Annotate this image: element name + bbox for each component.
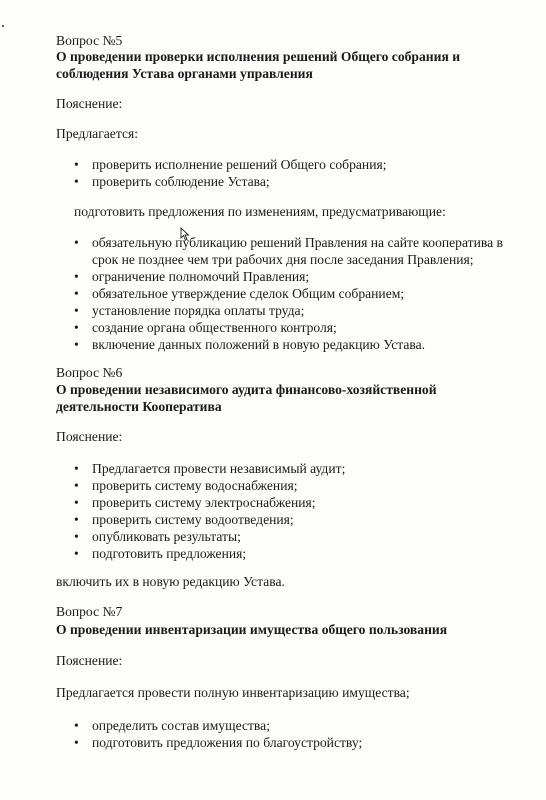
list-item: • установление порядка оплаты труда; — [74, 303, 305, 318]
list-item: • обязательное утверждение сделок Общим собранием; — [74, 286, 405, 301]
bullet-icon: • — [74, 478, 79, 493]
bullet-icon: • — [74, 235, 79, 250]
bullet-icon: • — [74, 174, 79, 189]
q6-title-line2: деятельности Кооператива — [56, 399, 222, 414]
list-item: • включение данных положений в новую редакцию Устава. — [74, 337, 426, 352]
bullet-icon: • — [74, 718, 79, 733]
bullet-icon: • — [74, 529, 79, 544]
bullet-icon: • — [74, 269, 79, 284]
bullet-icon: • — [74, 512, 79, 527]
list-item: • проверить систему водоотведения; — [74, 512, 294, 527]
bullet-icon: • — [74, 495, 79, 510]
q5-title-line1: О проведении проверки исполнения решений Общего собрания и — [56, 49, 461, 64]
q5-explanation: Пояснение: — [56, 96, 123, 111]
q6-number: Вопрос №6 — [56, 365, 123, 380]
list-item: • ограничение полномочий Правления; — [74, 269, 310, 284]
q7-explanation: Пояснение: — [56, 653, 123, 668]
list-item: • определить состав имущества; — [74, 718, 270, 733]
q6-list — [74, 460, 345, 562]
q5-title-line2: соблюдения Устава органами управления — [56, 66, 313, 81]
list-item: • обязательную публикацию решений Правления на сайте кооператива в — [74, 235, 503, 250]
bullet-icon: • — [74, 735, 79, 750]
q6-title-line1: О проведении независимого аудита финансово-хозяйственной — [56, 382, 437, 397]
bullet-icon: • — [74, 337, 79, 352]
bullet-icon: • — [74, 546, 79, 561]
list-item: • проверить систему электроснабжения; — [74, 495, 316, 510]
list-item: • создание органа общественного контроля; — [74, 320, 337, 335]
q7-title: О проведении инвентаризации имущества общего пользования — [56, 622, 448, 637]
bullet-icon: • — [74, 303, 79, 318]
list-item: • проверить систему водоснабжения; — [74, 478, 298, 493]
list-item: • подготовить предложения по благоустройству; — [74, 735, 363, 750]
list-item: • проверить исполнение решений Общего собрания; — [74, 157, 387, 172]
bullet-icon: • — [74, 157, 79, 172]
bullet-icon: • — [74, 461, 79, 476]
q5-number: Вопрос №5 — [56, 33, 123, 48]
list-item: • Предлагается провести независимый аудит; — [74, 461, 346, 476]
q5-subheading: подготовить предложения по изменениям, предусматривающие: — [74, 204, 446, 219]
bullet-icon: • — [74, 286, 79, 301]
q5-list1 — [74, 156, 387, 190]
q7-number: Вопрос №7 — [56, 604, 123, 619]
list-item: • подготовить предложения; — [74, 546, 247, 561]
q5-list2 — [74, 234, 503, 353]
q7-list — [74, 717, 362, 751]
q6-closing: включить их в новую редакцию Устава. — [56, 574, 285, 589]
q5-proposal: Предлагается: — [56, 126, 139, 141]
bullet-icon: • — [74, 320, 79, 335]
list-item: • опубликовать результаты; — [74, 529, 241, 544]
scan-speck — [2, 25, 4, 27]
q7-proposal: Предлагается провести полную инвентаризацию имущества; — [56, 685, 410, 700]
list-item-continuation: срок не позднее чем три рабочих дня после заседания Правления; — [92, 252, 474, 267]
q6-explanation: Пояснение: — [56, 429, 123, 444]
list-item: • проверить соблюдение Устава; — [74, 174, 270, 189]
